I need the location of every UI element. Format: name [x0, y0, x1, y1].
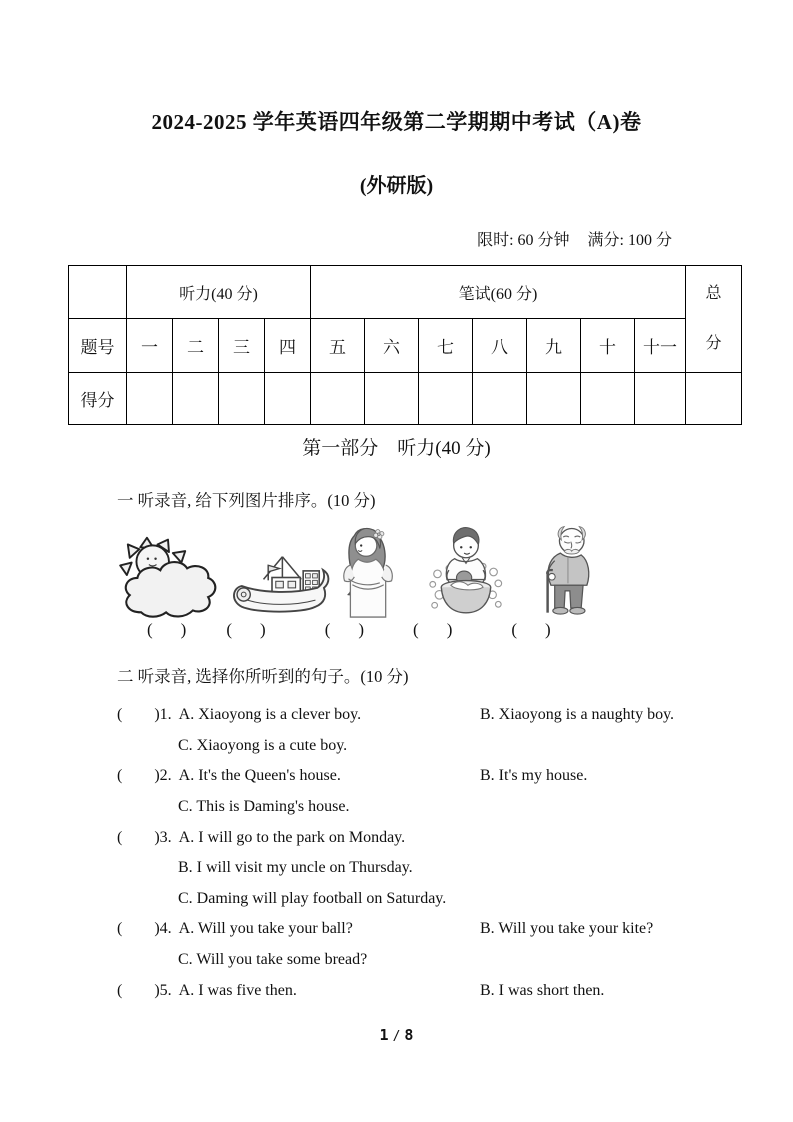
woman-long-hair-icon — [337, 522, 403, 620]
question-row — [117, 822, 717, 853]
section1-title: 一 听录音, 给下列图片排序。(10 分) — [117, 491, 376, 510]
answer-blank — [226, 620, 265, 640]
close-paren: ) — [154, 828, 160, 846]
question-number-cell: 三 — [219, 319, 265, 373]
answer-blank — [413, 620, 452, 640]
question-row — [117, 792, 717, 823]
question-left-column — [117, 829, 480, 847]
question-left-column — [117, 920, 480, 938]
written-header-cell: 笔试(60 分) — [311, 266, 686, 319]
question-left-column — [117, 982, 480, 1000]
option-b: B. Xiaoyong is a naughty boy. — [480, 706, 675, 724]
close-paren: ) — [446, 620, 453, 639]
option-a: A. Will you take your ball? — [178, 920, 353, 938]
question-right-column — [480, 706, 717, 724]
score-blank-cell — [219, 373, 265, 425]
close-paren: ) — [154, 767, 160, 785]
sun-behind-cloud-icon — [118, 532, 218, 620]
option-c: C. Xiaoyong is a cute boy. — [178, 736, 348, 754]
option-a: A. I was five then. — [178, 981, 297, 999]
close-paren: ) — [545, 620, 551, 639]
question-row — [117, 884, 717, 915]
option-a: A. Xiaoyong is a clever boy. — [178, 706, 362, 724]
answer-blank — [147, 620, 186, 640]
question-number: 4. — [159, 920, 172, 938]
total-label-bottom: 分 — [705, 335, 722, 352]
question-number: 1. — [159, 706, 172, 724]
score-blank-cell — [527, 373, 581, 425]
option-c: C. Daming will play football on Saturday. — [178, 889, 447, 907]
score-row-label-cell: 得分 — [69, 373, 127, 425]
close-paren: ) — [154, 920, 160, 938]
current-page-number: 1 — [379, 1026, 389, 1044]
page-title: 2024-2025 学年英语四年级第二学期期中考试（A)卷 — [151, 110, 642, 134]
question-row-label-cell: 题号 — [69, 319, 127, 373]
score-table — [68, 265, 742, 425]
question-row — [117, 914, 717, 945]
question-number-cell: 四 — [265, 319, 311, 373]
ship-icon — [228, 552, 333, 620]
score-blank-cell — [473, 373, 527, 425]
page-number-footer — [0, 1026, 793, 1044]
open-paren: ( — [511, 620, 518, 639]
total-label-top: 总 — [705, 285, 722, 302]
page-number-separator: / — [392, 1029, 401, 1044]
score-blank-cell — [635, 373, 686, 425]
score-blank-cell — [311, 373, 365, 425]
question-row — [117, 700, 717, 731]
open-paren: ( — [413, 620, 419, 639]
score-blank-cell — [365, 373, 419, 425]
answer-blank — [511, 620, 550, 640]
question-number-cell: 七 — [419, 319, 473, 373]
option-b: B. Will you take your kite? — [480, 920, 654, 938]
question-number-cell: 十 — [581, 319, 635, 373]
question-row — [117, 853, 717, 884]
close-paren: ) — [180, 620, 187, 639]
picture-answer-blanks-row — [118, 620, 551, 640]
option-c: C. This is Daming's house. — [178, 798, 350, 816]
score-blank-cell — [265, 373, 311, 425]
picture-item — [337, 522, 403, 620]
question-row — [117, 761, 717, 792]
score-blank-cell — [127, 373, 173, 425]
question-left-column — [117, 706, 480, 724]
question-number-cell: 一 — [127, 319, 173, 373]
option-b: B. It's my house. — [480, 767, 588, 785]
question-number: 3. — [159, 828, 172, 846]
option-c: C. Will you take some bread? — [178, 951, 368, 969]
total-score-header-cell — [686, 266, 742, 373]
option-b: B. I was short then. — [480, 981, 605, 999]
picture-item — [532, 524, 602, 620]
question-number-cell: 六 — [365, 319, 419, 373]
picture-item — [428, 524, 504, 620]
question-row — [117, 731, 717, 762]
question-left-column — [117, 767, 480, 785]
close-paren: ) — [358, 620, 365, 639]
boy-washing-clothes-icon — [428, 524, 504, 620]
question-row — [117, 945, 717, 976]
picture-item — [228, 552, 333, 620]
option-b: B. I will visit my uncle on Thursday. — [178, 859, 413, 877]
open-paren: ( — [117, 706, 123, 724]
question-right-column — [480, 920, 717, 938]
time-limit-label: 限时: 60 分钟 — [477, 232, 570, 249]
close-paren: ) — [154, 706, 160, 724]
page-subtitle: (外研版) — [359, 175, 434, 197]
open-paren: ( — [117, 828, 123, 846]
score-blank-cell — [173, 373, 219, 425]
picture-item — [118, 532, 218, 620]
question-right-column — [480, 767, 717, 785]
open-paren: ( — [226, 620, 233, 639]
question-row — [117, 975, 717, 1006]
score-blank-cell — [419, 373, 473, 425]
close-paren: ) — [154, 981, 160, 999]
listening-pictures-row — [118, 520, 678, 620]
total-score-blank-cell — [686, 373, 742, 425]
open-paren: ( — [324, 620, 331, 639]
option-a: A. I will go to the park on Monday. — [178, 828, 406, 846]
option-a: A. It's the Queen's house. — [178, 767, 341, 785]
question-number-cell: 五 — [311, 319, 365, 373]
open-paren: ( — [117, 920, 123, 938]
question-number: 2. — [159, 767, 172, 785]
section2-questions — [117, 700, 717, 1006]
listening-header-cell: 听力(40 分) — [127, 266, 311, 319]
question-right-column — [480, 982, 717, 1000]
question-number-cell: 八 — [473, 319, 527, 373]
exam-info-line — [477, 227, 672, 250]
open-paren: ( — [147, 620, 153, 639]
question-number-cell: 十一 — [635, 319, 686, 373]
open-paren: ( — [117, 981, 123, 999]
question-number: 5. — [159, 981, 172, 999]
part1-heading: 第一部分 听力(40 分) — [302, 438, 491, 459]
score-blank-cell — [581, 373, 635, 425]
full-score-label: 满分: 100 分 — [587, 232, 672, 249]
open-paren: ( — [117, 767, 123, 785]
question-number-cell: 九 — [527, 319, 581, 373]
score-table-corner-cell — [69, 266, 127, 319]
close-paren: ) — [260, 620, 266, 639]
total-page-number: 8 — [404, 1026, 414, 1044]
question-number-cell: 二 — [173, 319, 219, 373]
old-man-with-cane-icon — [532, 524, 602, 620]
answer-blank — [325, 620, 364, 640]
section2-title: 二 听录音, 选择你所听到的句子。(10 分) — [117, 667, 409, 686]
